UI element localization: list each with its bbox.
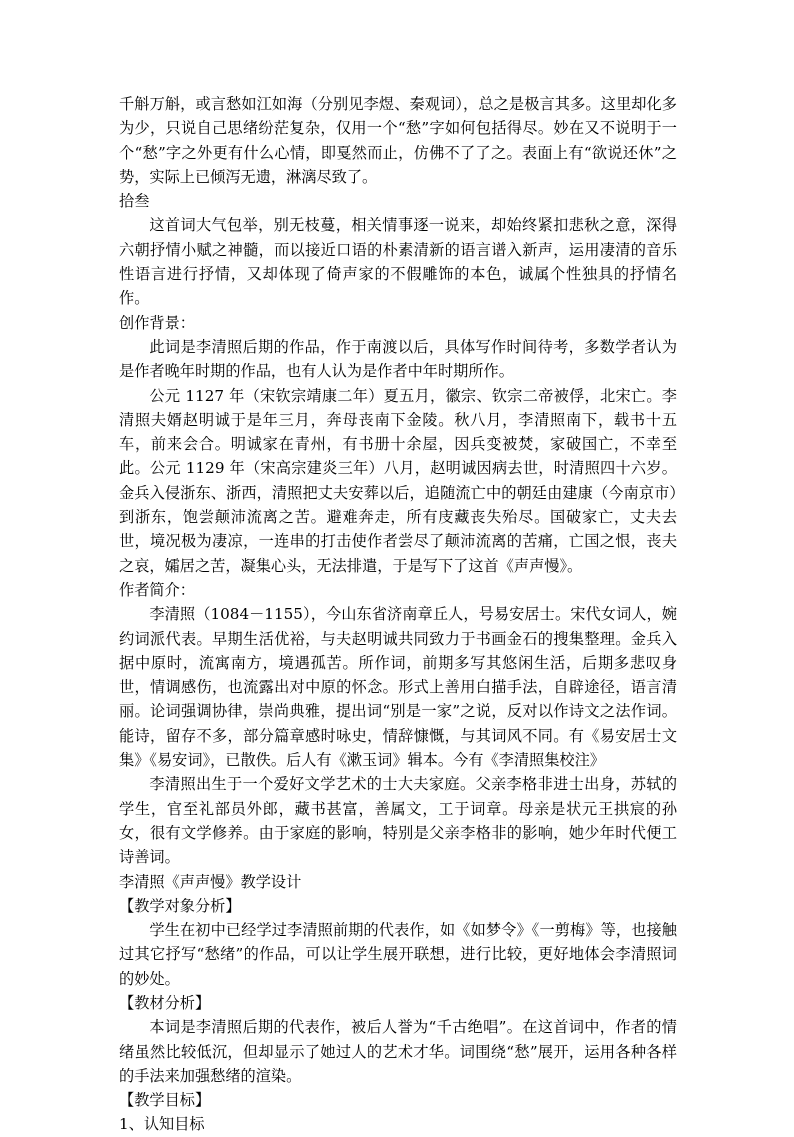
section-heading-material-analysis: 【教材分析】 <box>119 993 211 1012</box>
paragraph-material-analysis: 本词是李清照后期的代表作，被后人誉为“千古绝唱”。在这首词中，作者的情绪虽然比较低沉，但却显示了她过人的艺术才华。词围绕“愁”展开，运用各种各样的手法来加强愁绪的渲染。 <box>119 1018 677 1085</box>
paragraph-student-analysis: 学生在初中已经学过李清照前期的代表作，如《如梦令》《一剪梅》等，也接触过其它抒写“愁绪”的作品，可以让学生展开联想，进行比较，更好地体会李清照词的妙处。 <box>119 921 677 988</box>
paragraph-background-1: 此词是李清照后期的作品，作于南渡以后，具体写作时间待考，多数学者认为是作者晚年时期的作品，也有人认为是作者中年时期所作。 <box>119 337 677 381</box>
paragraph-author-1: 李清照（1084－1155），今山东省济南章丘人，号易安居士。宋代女词人，婉约词派代表。早期生活优裕，与夫赵明诚共同致力于书画金石的搜集整理。金兵入据中原时，流寓南方，境遇孤苦。所作词，前期多写其悠闲生活，后期多悲叹身世，情调感伤，也流露出对中原的怀念。形式上善用白描手法，自辟途径，语言清丽。论词强调协律，崇尚典雅，提出词“别是一家”之说，反对以作诗文之法作词。能诗，留存不多，部分篇章感时咏史，情辞慷慨，与其词风不同。有《易安居士文集》《易安词》，已散佚。后人有《漱玉词》辑本。今有《李清照集校注》 <box>119 605 677 770</box>
paragraph-background-2: 公元 1127 年（宋钦宗靖康二年）夏五月，徽宗、钦宗二帝被俘，北宋亡。李清照夫婿赵明诚于是年三月，奔母丧南下金陵。秋八月，李清照南下，载书十五车，前来会合。明诚家在青州，有书册十余屋，因兵变被焚，家破国亡，不幸至此。公元 1129 年（宋高宗建炎三年）八月，赵明诚因病去世，时清照四十六岁。金兵入侵浙东、浙西，清照把丈夫安葬以后，追随流亡中的朝廷由建康（今南京市）到浙东，饱尝颠沛流离之苦。避难奔走，所有庋藏丧失殆尽。国破家亡，丈夫去世，境况极为凄凉，一连串的打击使作者尝尽了颠沛流离的苦痛，亡国之恨，丧夫之哀，孀居之苦，凝集心头，无法排遣，于是写下了这首《声声慢》。 <box>119 386 677 575</box>
paragraph-style-analysis: 这首词大气包举，别无枝蔓，相关情事逐一说来，却始终紧扣悲秋之意，深得六朝抒情小赋之神髓，而以接近口语的朴素清新的语言谱入新声，运用凄清的音乐性语言进行抒情，又却体现了倚声家的不假雕饰的本色，诚属个性独具的抒情名作。 <box>119 216 677 308</box>
document-page <box>119 92 677 1137</box>
paragraph-continuation: 千斛万斛，或言愁如江如海（分别见李煜、秦观词），总之是极言其多。这里却化多为少，只说自己思绪纷茫复杂，仅用一个“愁”字如何包括得尽。妙在又不说明于一个“愁”字之外更有什么心情，即戛然而止，仿佛不了了之。表面上有“欲说还休”之势，实际上已倾泻无遗，淋漓尽致了。 <box>119 95 677 186</box>
section-heading-student-analysis: 【教学对象分析】 <box>119 896 241 915</box>
section-heading-shisan: 拾叁 <box>119 192 150 211</box>
list-item-cognitive-goal: 1、认知目标 <box>119 1115 205 1134</box>
section-heading-background: 创作背景： <box>119 313 195 332</box>
section-heading-teaching-design: 李清照《声声慢》教学设计 <box>119 872 302 891</box>
section-heading-teaching-goals: 【教学目标】 <box>119 1091 211 1110</box>
section-heading-author: 作者简介： <box>119 580 195 599</box>
paragraph-author-2: 李清照出生于一个爱好文学艺术的士大夫家庭。父亲李格非进士出身，苏轼的学生，官至礼部员外郎，藏书甚富，善属文，工于词章。母亲是状元王拱宸的孙女，很有文学修养。由于家庭的影响，特别是父亲李格非的影响，她少年时代便工诗善词。 <box>119 775 677 867</box>
